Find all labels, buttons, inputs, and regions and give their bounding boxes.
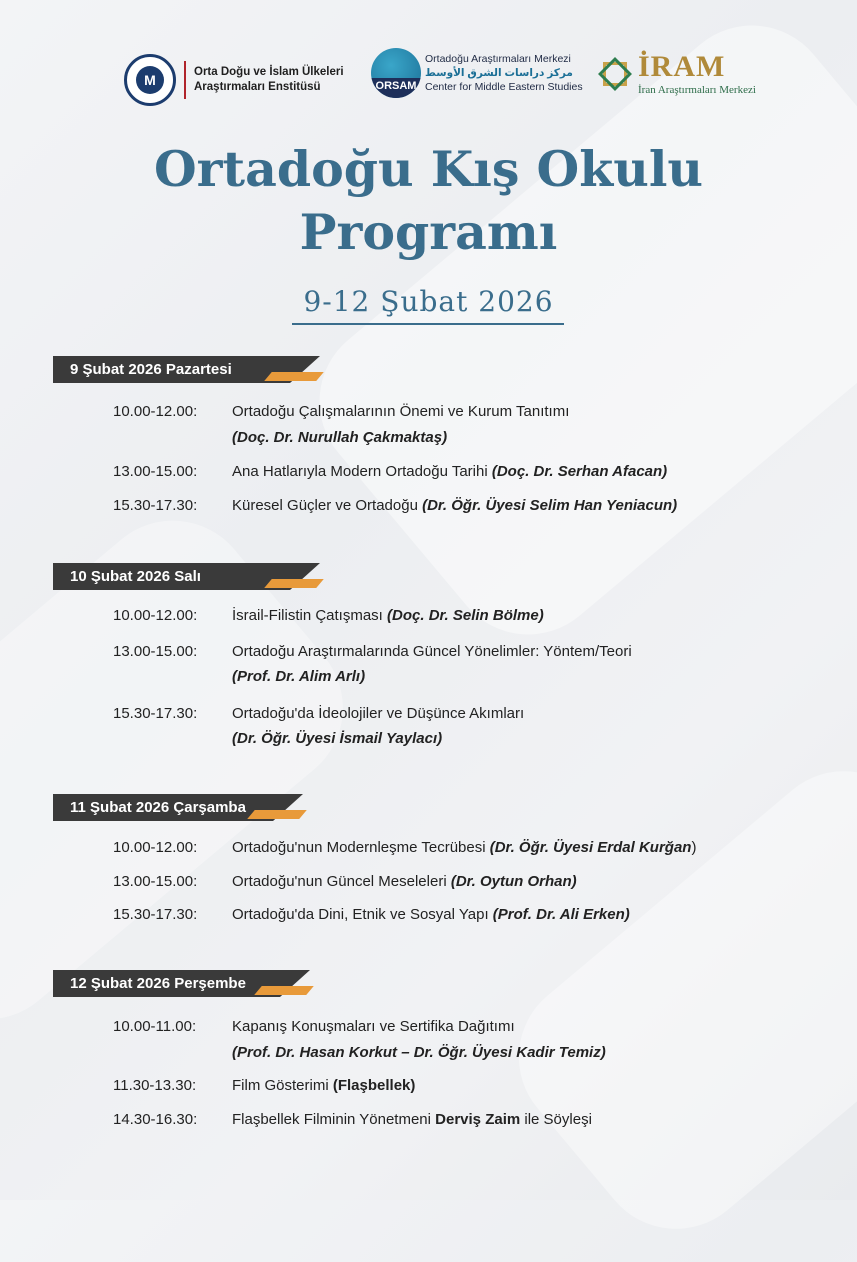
- star-ornament-icon: [596, 55, 634, 93]
- day-label: 12 Şubat 2026 Perşembe: [53, 970, 280, 997]
- page-title-line2: Programı: [299, 203, 558, 261]
- logo-divider: [184, 61, 186, 99]
- day-section: [0, 356, 857, 383]
- university-seal-icon: M: [124, 54, 176, 106]
- day-section: [0, 794, 857, 821]
- date-range: 9-12 Şubat 2026: [303, 285, 554, 318]
- logo-bar: [0, 42, 857, 122]
- day-accent: [247, 810, 307, 819]
- page-title: Ortadoğu Kış Okulu: [153, 140, 704, 198]
- day-header: [0, 563, 857, 590]
- marmara-institute-name: Orta Doğu ve İslam Ülkeleri Araştırmaları Enstitüsü: [194, 66, 344, 93]
- day-label: 9 Şubat 2026 Pazartesi: [53, 356, 290, 383]
- day-accent: [264, 372, 324, 381]
- day-accent: [264, 579, 324, 588]
- orsam-name: Ortadoğu Araştırmaları Merkezi مركز دراسات الشرق الأوسط Center for Middle Eastern Studies: [425, 53, 583, 93]
- day-section: [0, 563, 857, 590]
- date-underline: [292, 323, 564, 325]
- iram-logo: İRAM İran Araştırmaları Merkezi: [596, 52, 756, 96]
- day-section: [0, 970, 857, 997]
- marmara-logo: [124, 54, 344, 106]
- day-header: [0, 970, 857, 997]
- day-header: [0, 794, 857, 821]
- day-label: 10 Şubat 2026 Salı: [53, 563, 290, 590]
- orsam-globe-icon: ORSAM: [371, 48, 421, 98]
- day-label: 11 Şubat 2026 Çarşamba: [53, 794, 273, 821]
- day-header: [0, 356, 857, 383]
- orsam-logo: [371, 48, 583, 98]
- day-accent: [254, 986, 314, 995]
